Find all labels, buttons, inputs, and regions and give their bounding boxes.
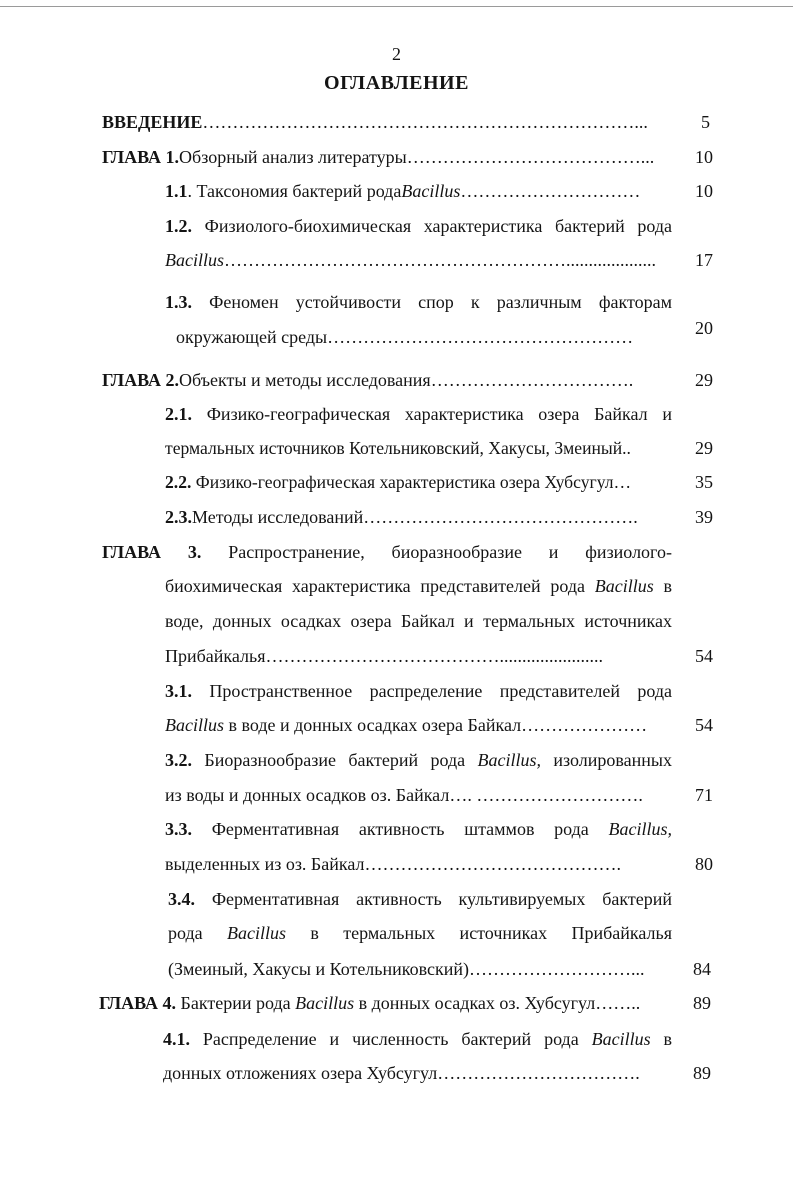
toc-entry-chapter-3-line-2 <box>165 575 672 597</box>
toc-page: 5 <box>701 112 710 132</box>
toc-section-number: 3.3. <box>165 819 192 839</box>
toc-entry-section-3-3-line-2 <box>165 853 655 875</box>
toc-dots: …………………………………………… <box>327 327 634 347</box>
toc-section-number: 2.1. <box>165 404 192 424</box>
toc-text: Прибайкалья <box>165 646 266 666</box>
toc-text: Биоразнообразие бактерий рода <box>192 750 478 770</box>
toc-entry-section-3-2-line-2 <box>165 784 670 806</box>
toc-page: 10 <box>695 147 713 167</box>
toc-dots: …. ………………………. <box>449 785 643 805</box>
toc-text: в воде и донных осадках озера Байкал <box>224 715 522 735</box>
toc-dots: …………………………………....................... <box>265 646 604 666</box>
toc-dots: ……………………………. <box>437 1063 640 1083</box>
toc-italic-text: Bacillus <box>594 576 654 596</box>
toc-dots: ………………………… <box>460 181 641 201</box>
toc-text: Методы исследований <box>192 507 364 527</box>
toc-entry-section-3-2-line-1 <box>165 749 672 771</box>
toc-text: . Таксономия бактерий рода <box>187 181 402 201</box>
toc-page: 89 <box>693 1063 711 1083</box>
toc-section-number: 1.3. <box>165 292 192 312</box>
page-number: 2 <box>392 44 401 64</box>
toc-text: Распространение, биоразнообразие и физиолого- <box>201 542 672 562</box>
toc-text: Ферментативная активность культивируемых бактерий <box>195 889 672 909</box>
toc-text: изолированных <box>540 750 672 770</box>
toc-entry-section-2-3 <box>165 506 670 528</box>
toc-entry-chapter-2 <box>102 369 667 391</box>
toc-page: 17 <box>695 250 713 270</box>
toc-dots: ………………………………………. <box>363 507 638 527</box>
toc-entry-section-2-1-line-1 <box>165 403 672 425</box>
toc-entry-chapter-1 <box>102 146 670 168</box>
toc-italic-text: Bacillus, <box>608 819 672 839</box>
toc-italic-text: Bacillus <box>165 250 224 270</box>
toc-italic-text: Bacillus <box>295 993 355 1013</box>
toc-chapter-number: ГЛАВА 4. <box>99 993 177 1013</box>
toc-section-number: 3.1. <box>165 681 192 701</box>
toc-text: Физико-географическая характеристика озера Байкал и <box>192 404 672 424</box>
toc-entry-section-3-4-line-3 <box>168 958 670 980</box>
toc-text: Объекты и методы исследования <box>179 370 431 390</box>
toc-page: 39 <box>695 507 713 527</box>
toc-text: Бактерии рода <box>176 993 296 1013</box>
toc-page: 54 <box>695 646 713 666</box>
toc-text: Распределение и численность бактерий рода <box>190 1029 592 1049</box>
toc-chapter-number: ГЛАВА 3. <box>102 542 202 562</box>
toc-text: в термальных источниках Прибайкалья <box>286 923 672 943</box>
toc-text: биохимическая характеристика представителей рода <box>165 576 595 596</box>
toc-italic-text: Bacillus <box>165 715 224 735</box>
toc-entry-chapter-4 <box>99 992 671 1014</box>
toc-page: 10 <box>695 181 713 201</box>
toc-entry-section-3-4-line-1 <box>168 888 672 910</box>
toc-text: окружающей среды <box>176 327 328 347</box>
toc-page: 35 <box>695 472 713 492</box>
toc-text: в <box>650 1029 673 1049</box>
toc-entry-chapter-3-line-4 <box>165 645 660 667</box>
toc-italic-text: Bacillus, <box>477 750 541 770</box>
toc-dots: …….. <box>595 993 641 1013</box>
toc-text: в донных осадках оз. Хубсугул <box>354 993 596 1013</box>
toc-text: Обзорный анализ литературы <box>179 147 407 167</box>
toc-text: из воды и донных осадков оз. Байкал <box>165 785 450 805</box>
toc-dots: ………………………... <box>468 959 645 979</box>
toc-entry-section-1-2-line-1 <box>165 215 672 237</box>
toc-entry-section-1-3-line-1 <box>165 291 672 313</box>
toc-entry-section-1-2-line-2 <box>165 249 670 271</box>
toc-entry-section-2-1-line-2: термальных источников Котельниковский, Хакусы, Змеиный.. <box>165 438 631 458</box>
top-border-line <box>0 6 793 7</box>
toc-dots: ……………………………………. <box>364 854 621 874</box>
toc-chapter-number: ГЛАВА 1. <box>102 147 180 167</box>
toc-page: 29 <box>695 438 713 458</box>
toc-label: ВВЕДЕНИЕ <box>102 112 203 132</box>
toc-text: выделенных из оз. Байкал <box>165 854 365 874</box>
toc-page: 29 <box>695 370 713 390</box>
toc-dots: …………………………………... <box>406 147 655 167</box>
toc-text: донных отложениях озера Хубсугул <box>163 1063 438 1083</box>
toc-text: Пространственное распределение представителей рода <box>192 681 672 701</box>
toc-text: рода <box>168 923 228 943</box>
page-title: ОГЛАВЛЕНИЕ <box>324 72 469 94</box>
toc-page: 54 <box>695 715 713 735</box>
toc-section-number: 3.4. <box>168 889 195 909</box>
toc-page: 80 <box>695 854 713 874</box>
toc-entry-chapter-3-line-1 <box>102 541 672 563</box>
toc-entry-section-3-1-line-1 <box>165 680 672 702</box>
toc-section-number: 1.1 <box>165 181 188 201</box>
toc-text: Физико-географическая характеристика озера Хубсугул… <box>191 472 632 492</box>
toc-text: Физиолого-биохимическая характеристика бактерий рода <box>192 216 672 236</box>
toc-text: (Змеиный, Хакусы и Котельниковский) <box>168 959 469 979</box>
toc-section-number: 2.3. <box>165 507 192 527</box>
toc-section-number: 3.2. <box>165 750 192 770</box>
toc-text: Ферментативная активность штаммов рода <box>192 819 609 839</box>
toc-page: 71 <box>695 785 713 805</box>
toc-entry-section-4-1-line-2 <box>163 1062 668 1084</box>
toc-page: 89 <box>693 993 711 1013</box>
toc-section-number: 1.2. <box>165 216 192 236</box>
toc-entry-section-1-1 <box>165 180 670 202</box>
toc-dots: ………………… <box>521 715 648 735</box>
toc-italic-text: Bacillus <box>227 923 287 943</box>
toc-entry-section-4-1-line-1 <box>163 1028 672 1050</box>
toc-entry-section-3-1-line-2 <box>165 714 670 736</box>
toc-entry-section-3-4-line-2 <box>168 922 672 944</box>
toc-entry-section-3-3-line-1 <box>165 818 672 840</box>
toc-italic-text: Bacillus <box>401 181 461 201</box>
toc-entry-chapter-3-line-3 <box>165 610 672 632</box>
toc-italic-text: Bacillus <box>591 1029 651 1049</box>
toc-text: Феномен устойчивости спор к различным факторам <box>192 292 672 312</box>
toc-dots: ……………………………. <box>430 370 634 390</box>
toc-entry-section-1-3-line-2 <box>176 326 670 348</box>
toc-dots: ………………………………………………….................... <box>224 250 656 270</box>
toc-dots: ………………………………………………………………... <box>202 112 648 132</box>
toc-page: 20 <box>695 318 713 338</box>
toc-chapter-number: ГЛАВА 2. <box>102 370 180 390</box>
toc-text: воде, донных осадках озера Байкал и термальных источниках <box>165 611 672 631</box>
toc-entry-intro <box>102 111 670 133</box>
toc-text: в <box>653 576 672 596</box>
toc-section-number: 4.1. <box>163 1029 190 1049</box>
toc-page: 84 <box>693 959 711 979</box>
toc-entry-section-2-2 <box>165 471 631 493</box>
toc-section-number: 2.2. <box>165 472 192 492</box>
